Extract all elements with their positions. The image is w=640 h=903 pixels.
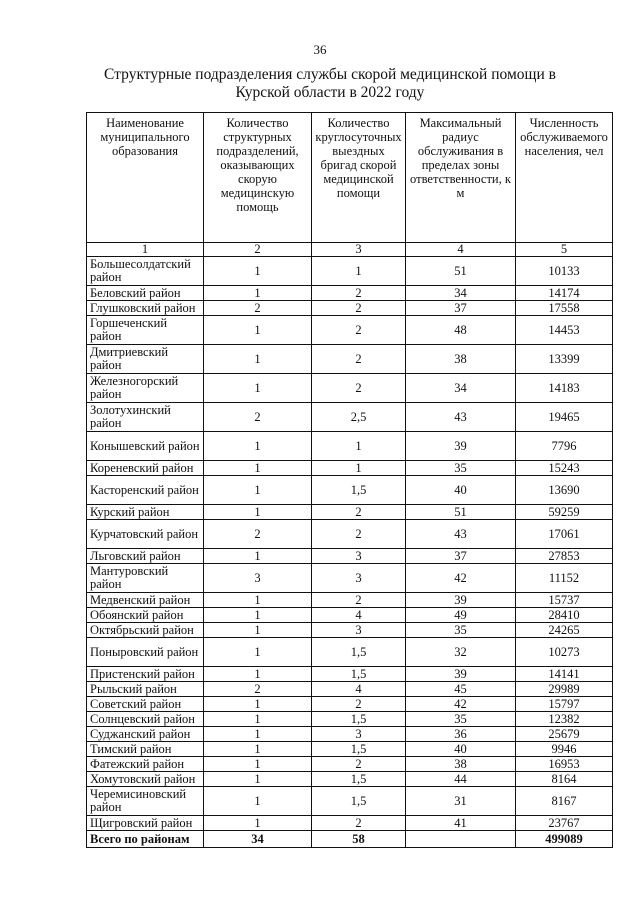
table-row xyxy=(87,608,613,623)
cell-brigades: 2 xyxy=(312,593,406,608)
table-row xyxy=(87,374,613,403)
cell-units: 1 xyxy=(204,623,312,638)
cell-brigades: 2 xyxy=(312,374,406,403)
cell-population: 23767 xyxy=(516,816,613,831)
table-row xyxy=(87,697,613,712)
cell-population: 15797 xyxy=(516,697,613,712)
cell-units: 1 xyxy=(204,757,312,772)
cell-units: 1 xyxy=(204,549,312,564)
cell-brigades: 1,5 xyxy=(312,742,406,757)
cell-radius: 38 xyxy=(406,345,516,374)
cell-units: 1 xyxy=(204,712,312,727)
cell-units: 1 xyxy=(204,505,312,520)
title-line-2: Курской области в 2022 году xyxy=(235,84,425,101)
district-name: Беловский район xyxy=(87,286,204,301)
district-name: Рыльский район xyxy=(87,682,204,697)
district-name: Дмитриевский район xyxy=(87,345,204,374)
cell-radius: 39 xyxy=(406,667,516,682)
header-municipality: Наименование муниципального образования xyxy=(87,113,204,243)
district-name: Железногорский район xyxy=(87,374,204,403)
district-name: Курский район xyxy=(87,505,204,520)
district-name: Большесолдатский район xyxy=(87,257,204,286)
cell-radius: 51 xyxy=(406,257,516,286)
total-radius xyxy=(406,831,516,848)
cell-units: 1 xyxy=(204,476,312,505)
table-row xyxy=(87,403,613,432)
cell-population: 13399 xyxy=(516,345,613,374)
district-name: Мантуровский район xyxy=(87,564,204,593)
table-row xyxy=(87,742,613,757)
cell-brigades: 1,5 xyxy=(312,638,406,667)
cell-population: 13690 xyxy=(516,476,613,505)
column-number: 4 xyxy=(406,243,516,257)
district-name: Фатежский район xyxy=(87,757,204,772)
table-row xyxy=(87,316,613,345)
cell-population: 8167 xyxy=(516,787,613,816)
cell-brigades: 3 xyxy=(312,564,406,593)
table-row xyxy=(87,757,613,772)
cell-brigades: 1,5 xyxy=(312,787,406,816)
cell-radius: 32 xyxy=(406,638,516,667)
title-line-1: Структурные подразделения службы скорой медицинской помощи в xyxy=(104,66,556,83)
cell-population: 9946 xyxy=(516,742,613,757)
cell-population: 19465 xyxy=(516,403,613,432)
cell-units: 2 xyxy=(204,520,312,549)
district-name: Поныровский район xyxy=(87,638,204,667)
cell-radius: 34 xyxy=(406,374,516,403)
cell-units: 1 xyxy=(204,772,312,787)
cell-units: 1 xyxy=(204,257,312,286)
cell-radius: 35 xyxy=(406,461,516,476)
cell-brigades: 1,5 xyxy=(312,712,406,727)
table-row xyxy=(87,816,613,831)
header-units: Количество структурных подразделений, оказывающих скорую медицинскую помощь xyxy=(204,113,312,243)
header-population: Численность обслуживаемого населения, чел xyxy=(516,113,613,243)
total-row xyxy=(87,831,613,848)
cell-radius: 45 xyxy=(406,682,516,697)
table-row xyxy=(87,787,613,816)
cell-radius: 43 xyxy=(406,403,516,432)
cell-radius: 37 xyxy=(406,549,516,564)
table-row xyxy=(87,712,613,727)
column-numbers-row xyxy=(87,243,613,257)
cell-brigades: 2 xyxy=(312,316,406,345)
header-brigades: Количество круглосуточных выездных бригад скорой медицинской помощи xyxy=(312,113,406,243)
cell-units: 2 xyxy=(204,682,312,697)
cell-units: 1 xyxy=(204,742,312,757)
cell-radius: 38 xyxy=(406,757,516,772)
cell-radius: 40 xyxy=(406,742,516,757)
cell-population: 17558 xyxy=(516,301,613,316)
district-name: Касторенский район xyxy=(87,476,204,505)
district-name: Тимский район xyxy=(87,742,204,757)
district-name: Конышевский район xyxy=(87,432,204,461)
cell-radius: 44 xyxy=(406,772,516,787)
cell-brigades: 4 xyxy=(312,608,406,623)
cell-brigades: 1,5 xyxy=(312,772,406,787)
total-name: Всего по районам xyxy=(87,831,204,848)
cell-brigades: 4 xyxy=(312,682,406,697)
cell-population: 24265 xyxy=(516,623,613,638)
district-name: Пристенский район xyxy=(87,667,204,682)
table-row xyxy=(87,476,613,505)
cell-radius: 40 xyxy=(406,476,516,505)
cell-brigades: 2 xyxy=(312,345,406,374)
cell-brigades: 2 xyxy=(312,816,406,831)
cell-units: 1 xyxy=(204,787,312,816)
table-row xyxy=(87,623,613,638)
table-row xyxy=(87,593,613,608)
cell-brigades: 2 xyxy=(312,505,406,520)
cell-radius: 42 xyxy=(406,564,516,593)
cell-brigades: 1 xyxy=(312,432,406,461)
cell-population: 16953 xyxy=(516,757,613,772)
cell-radius: 39 xyxy=(406,593,516,608)
cell-population: 17061 xyxy=(516,520,613,549)
cell-radius: 49 xyxy=(406,608,516,623)
table-row xyxy=(87,772,613,787)
district-name: Октябрьский район xyxy=(87,623,204,638)
table-row xyxy=(87,257,613,286)
cell-units: 1 xyxy=(204,593,312,608)
cell-brigades: 1,5 xyxy=(312,476,406,505)
cell-population: 10133 xyxy=(516,257,613,286)
table-row xyxy=(87,682,613,697)
cell-units: 2 xyxy=(204,301,312,316)
district-name: Солнцевский район xyxy=(87,712,204,727)
cell-brigades: 2,5 xyxy=(312,403,406,432)
cell-radius: 37 xyxy=(406,301,516,316)
district-name: Медвенский район xyxy=(87,593,204,608)
district-name: Советский район xyxy=(87,697,204,712)
cell-units: 1 xyxy=(204,432,312,461)
ambulance-units-table xyxy=(86,112,613,848)
total-brigades: 58 xyxy=(312,831,406,848)
cell-population: 10273 xyxy=(516,638,613,667)
table-row xyxy=(87,286,613,301)
district-name: Кореневский район xyxy=(87,461,204,476)
cell-radius: 39 xyxy=(406,432,516,461)
cell-radius: 35 xyxy=(406,712,516,727)
cell-units: 1 xyxy=(204,697,312,712)
table-body xyxy=(87,243,613,848)
cell-population: 14453 xyxy=(516,316,613,345)
district-name: Обоянский район xyxy=(87,608,204,623)
table-row xyxy=(87,505,613,520)
cell-population: 14174 xyxy=(516,286,613,301)
table-row xyxy=(87,301,613,316)
cell-population: 28410 xyxy=(516,608,613,623)
total-units: 34 xyxy=(204,831,312,848)
cell-brigades: 2 xyxy=(312,286,406,301)
cell-units: 1 xyxy=(204,345,312,374)
cell-radius: 35 xyxy=(406,623,516,638)
district-name: Льговский район xyxy=(87,549,204,564)
cell-brigades: 3 xyxy=(312,727,406,742)
cell-units: 1 xyxy=(204,638,312,667)
cell-units: 1 xyxy=(204,374,312,403)
cell-units: 2 xyxy=(204,403,312,432)
table-row xyxy=(87,727,613,742)
cell-population: 29989 xyxy=(516,682,613,697)
cell-brigades: 1 xyxy=(312,257,406,286)
table-row xyxy=(87,461,613,476)
page-number: 36 xyxy=(313,42,327,57)
table-row xyxy=(87,549,613,564)
cell-brigades: 2 xyxy=(312,520,406,549)
table-row xyxy=(87,564,613,593)
cell-radius: 48 xyxy=(406,316,516,345)
cell-population: 59259 xyxy=(516,505,613,520)
cell-brigades: 1,5 xyxy=(312,667,406,682)
table-row xyxy=(87,638,613,667)
page-title xyxy=(100,66,560,102)
district-name: Хомутовский район xyxy=(87,772,204,787)
cell-radius: 43 xyxy=(406,520,516,549)
cell-population: 12382 xyxy=(516,712,613,727)
cell-population: 25679 xyxy=(516,727,613,742)
table-row xyxy=(87,432,613,461)
cell-population: 7796 xyxy=(516,432,613,461)
total-population: 499089 xyxy=(516,831,613,848)
district-name: Курчатовский район xyxy=(87,520,204,549)
cell-radius: 41 xyxy=(406,816,516,831)
cell-population: 27853 xyxy=(516,549,613,564)
table-row xyxy=(87,345,613,374)
cell-population: 15737 xyxy=(516,593,613,608)
cell-population: 14183 xyxy=(516,374,613,403)
district-name: Щигровский район xyxy=(87,816,204,831)
cell-population: 14141 xyxy=(516,667,613,682)
cell-brigades: 2 xyxy=(312,301,406,316)
header-radius: Максимальный радиус обслуживания в пределах зоны ответственности, к м xyxy=(406,113,516,243)
cell-units: 1 xyxy=(204,286,312,301)
cell-units: 1 xyxy=(204,667,312,682)
cell-population: 8164 xyxy=(516,772,613,787)
district-name: Суджанский район xyxy=(87,727,204,742)
district-name: Черемисиновский район xyxy=(87,787,204,816)
cell-units: 1 xyxy=(204,461,312,476)
table-header-row xyxy=(87,113,613,243)
district-name: Глушковский район xyxy=(87,301,204,316)
column-number: 1 xyxy=(87,243,204,257)
cell-radius: 34 xyxy=(406,286,516,301)
table-row xyxy=(87,667,613,682)
cell-units: 1 xyxy=(204,727,312,742)
cell-units: 3 xyxy=(204,564,312,593)
district-name: Золотухинский район xyxy=(87,403,204,432)
cell-units: 1 xyxy=(204,608,312,623)
cell-population: 15243 xyxy=(516,461,613,476)
cell-population: 11152 xyxy=(516,564,613,593)
cell-radius: 31 xyxy=(406,787,516,816)
cell-radius: 42 xyxy=(406,697,516,712)
cell-radius: 51 xyxy=(406,505,516,520)
table-row xyxy=(87,520,613,549)
cell-brigades: 2 xyxy=(312,697,406,712)
cell-brigades: 1 xyxy=(312,461,406,476)
column-number: 5 xyxy=(516,243,613,257)
cell-brigades: 2 xyxy=(312,757,406,772)
cell-radius: 36 xyxy=(406,727,516,742)
cell-units: 1 xyxy=(204,316,312,345)
column-number: 3 xyxy=(312,243,406,257)
column-number: 2 xyxy=(204,243,312,257)
cell-brigades: 3 xyxy=(312,623,406,638)
cell-brigades: 3 xyxy=(312,549,406,564)
district-name: Горшеченский район xyxy=(87,316,204,345)
cell-units: 1 xyxy=(204,816,312,831)
